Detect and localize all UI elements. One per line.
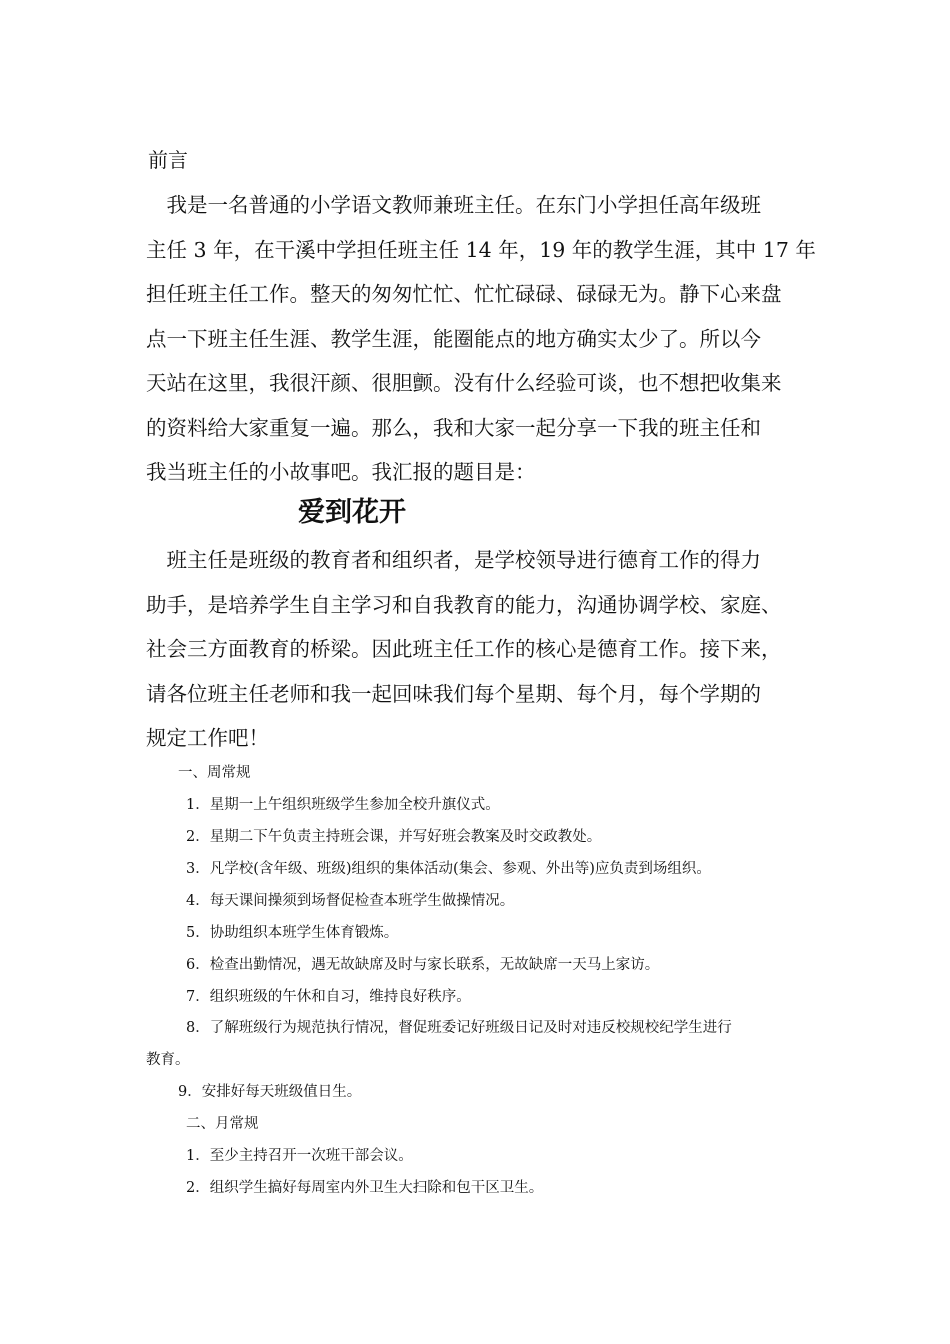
intro-paragraph [146,183,826,495]
weekly-item: 4．每天课间操须到场督促检查本班学生做操情况。 [186,893,515,909]
body-line: 社会三方面教育的桥梁。因此班主任工作的核心是德育工作。接下来， [146,637,782,661]
weekly-item: 6．检查出勤情况，遇无故缺席及时与家长联系，无故缺席一天马上家访。 [186,957,660,973]
monthly-heading: 二、月常规 [186,1116,259,1132]
body-line: 请各位班主任老师和我一起回味我们每个星期、每个月，每个学期的 [146,681,761,706]
intro-line: 我是一名普通的小学语文教师兼班主任。在东门小学担任高年级班 [146,193,761,217]
intro-line: 天站在这里，我很汗颜、很胆颤。没有什么经验可谈，也不想把收集来 [146,371,782,395]
weekly-item: 8．了解班级行为规范执行情况，督促班委记好班级日记及时对违反校规校纪学生进行 [186,1020,732,1036]
body-line: 助手，是培养学生自主学习和自我教育的能力，沟通协调学校、家庭、 [146,592,782,617]
intro-line: 主任 3 年，在干溪中学担任班主任 14 年，19 年的教学生涯，其中 17 年 [146,237,816,262]
weekly-heading: 一、周常规 [178,765,251,781]
weekly-item: 2．星期二下午负责主持班会课，并写好班会教案及时交政教处。 [186,829,602,845]
intro-line: 担任班主任工作。整天的匆匆忙忙、忙忙碌碌、碌碌无为。静下心来盘 [146,282,782,306]
preface-heading: 前言 [148,148,188,172]
weekly-item-continuation: 教育。 [146,1052,190,1068]
intro-line: 点一下班主任生涯、教学生涯，能圈能点的地方确实太少了。所以今 [146,326,761,351]
weekly-item: 3．凡学校(含年级、班级)组织的集体活动(集会、参观、外出等)应负责到场组织。 [186,861,711,877]
body-paragraph [146,538,826,761]
monthly-item: 1．至少主持召开一次班干部会议。 [186,1148,413,1164]
weekly-item: 7．组织班级的午休和自习，维持良好秩序。 [186,989,471,1005]
weekly-item: 9．安排好每天班级值日生。 [178,1084,362,1100]
intro-line: 的资料给大家重复一遍。那么，我和大家一起分享一下我的班主任和 [146,415,761,440]
intro-line: 我当班主任的小故事吧。我汇报的题目是： [146,460,536,484]
report-title: 爱到花开 [298,497,406,528]
body-line: 规定工作吧！ [146,726,269,750]
weekly-item: 5．协助组织本班学生体育锻炼。 [186,925,399,941]
monthly-item: 2．组织学生搞好每周室内外卫生大扫除和包干区卫生。 [186,1180,544,1196]
body-line: 班主任是班级的教育者和组织者，是学校领导进行德育工作的得力 [146,548,761,572]
weekly-item: 1．星期一上午组织班级学生参加全校升旗仪式。 [186,797,500,813]
